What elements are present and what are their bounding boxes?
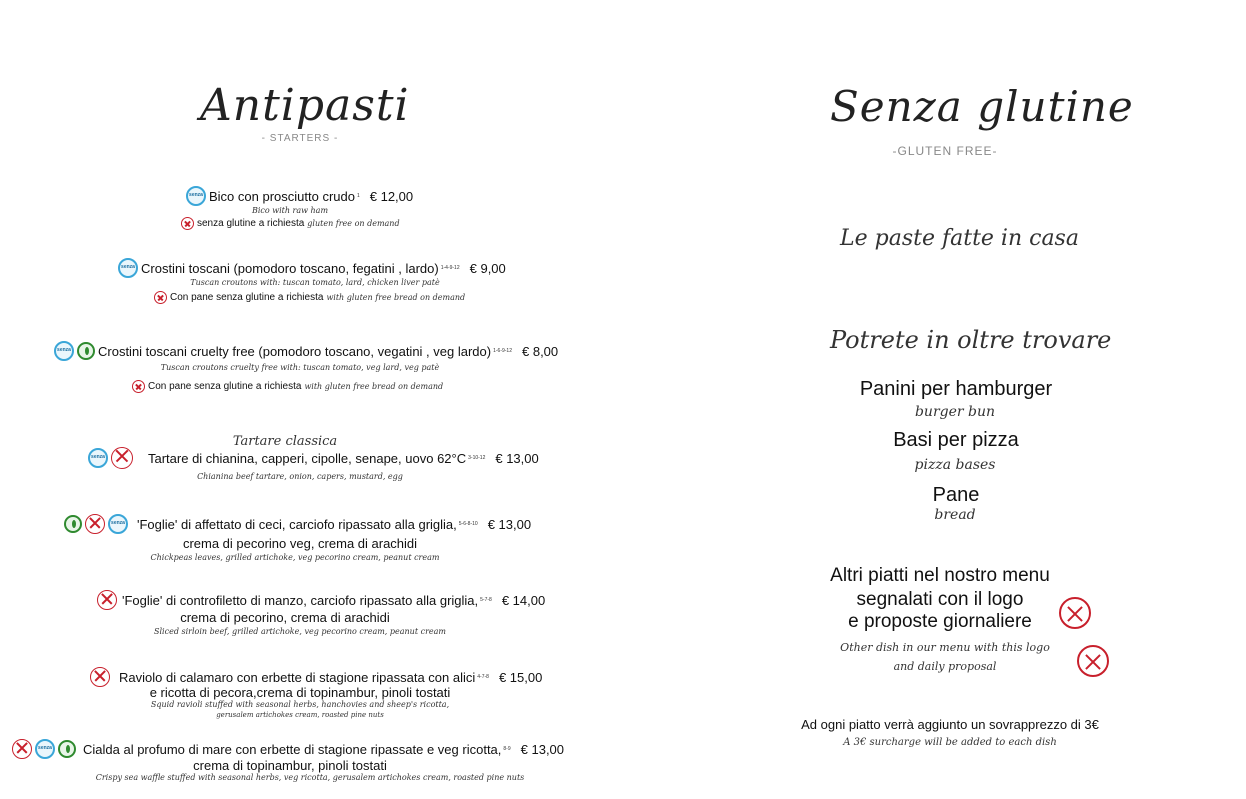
dish-english: Crispy sea waffle stuffed with seasonal herbs, veg ricotta, gerusalem artichokes cream, roasted pine nuts: [95, 773, 525, 782]
menu-item-raviolo: [90, 667, 542, 687]
menu-item-tartare: [88, 447, 539, 469]
price: € 9,00: [469, 260, 506, 276]
senza-glutine-subtitle: -GLUTEN FREE-: [892, 144, 998, 158]
dish-name-line2: crema di pecorino, crema di arachidi: [180, 610, 390, 625]
gluten-free-note: senza glutine a richiesta gluten free on demand: [181, 217, 400, 230]
senza-glutine-title: Senza glutine: [830, 82, 1134, 131]
crossed-wheat-icon: [132, 380, 145, 393]
crossed-wheat-icon: [111, 447, 133, 469]
product-burger-bun: Panini per hamburger: [859, 378, 1053, 400]
dish-english: Bico with raw ham: [251, 206, 329, 215]
price: € 14,00: [501, 592, 546, 608]
other-dishes-en-line1: Other dish in our menu with this logo: [840, 641, 1050, 654]
senza-glutine-icon: [88, 448, 108, 468]
dish-english: Chickpeas leaves, grilled artichoke, veg pecorino cream, peanut cream: [150, 553, 440, 562]
dish-name: Crostini toscani (pomodoro toscano, fegatini , lardo): [141, 260, 439, 276]
dish-english: Squid ravioli stuffed with seasonal herbs, hanchovies and sheep's ricotta,: [150, 700, 450, 709]
senza-glutine-icon: [54, 341, 74, 361]
dish-name-line2: crema di topinambur, pinoli tostati: [193, 758, 387, 773]
menu-item-cialda: [12, 739, 564, 759]
dish-english-line2: gerusalem artichokes cream, roasted pine nuts: [216, 711, 384, 719]
surcharge-note: Ad ogni piatto verrà aggiunto un sovrapprezzo di 3€: [801, 717, 1099, 732]
antipasti-title: Antipasti: [200, 80, 410, 131]
dish-english: Tuscan croutons with: tuscan tomato, lard, chicken liver patè: [190, 278, 440, 287]
crossed-wheat-icon: [1077, 645, 1109, 677]
crossed-wheat-icon: [97, 590, 117, 610]
allergens: 1-4-9-12: [440, 265, 460, 271]
crossed-wheat-icon: [90, 667, 110, 687]
vegan-leaf-icon: [64, 515, 82, 533]
product-bread-en: bread: [934, 507, 976, 523]
allergens: 5-7-8: [480, 597, 492, 603]
gluten-free-note: Con pane senza glutine a richiesta with gluten free bread on demand: [132, 380, 443, 393]
product-bread: Pane: [932, 484, 980, 506]
price: € 13,00: [495, 450, 539, 466]
price: € 12,00: [369, 188, 414, 204]
other-dishes-line3: e proposte giornaliere: [848, 611, 1032, 632]
also-heading: Potrete in oltre trovare: [830, 326, 1112, 354]
dish-name: 'Foglie' di controfiletto di manzo, carciofo ripassato alla griglia,: [122, 592, 479, 608]
dish-name: Cialda al profumo di mare con erbette di stagione ripassate e veg ricotta,: [83, 741, 502, 757]
product-pizza-bases: Basi per pizza: [893, 429, 1019, 451]
dish-name-line2: crema di pecorino veg, crema di arachidi: [182, 536, 418, 551]
allergens: 1-6-9-12: [493, 348, 512, 354]
surcharge-note-en: A 3€ surcharge will be added to each dish: [843, 737, 1057, 748]
other-dishes-en-line2: and daily proposal: [893, 660, 997, 673]
allergens: 1: [356, 193, 360, 199]
allergens: 5-6-8-10: [458, 521, 478, 527]
senza-glutine-icon: [186, 186, 206, 206]
allergens: 3-10-12: [468, 455, 486, 461]
other-dishes-line2: segnalati con il logo: [856, 589, 1024, 610]
allergens: 4-7-8: [477, 674, 489, 680]
crossed-wheat-icon: [1059, 597, 1091, 629]
vegan-leaf-icon: [77, 342, 95, 360]
product-burger-bun-en: burger bun: [914, 404, 996, 420]
menu-item-foglie-manzo: [97, 590, 545, 610]
crossed-wheat-icon: [85, 514, 105, 534]
dish-english: Chianina beef tartare, onion, capers, mustard, egg: [197, 472, 403, 481]
dish-name-line2: e ricotta di pecora,crema di topinambur, pinoli tostati: [149, 685, 451, 700]
crossed-wheat-icon: [12, 739, 32, 759]
price: € 8,00: [522, 343, 559, 359]
menu-item-crostini-toscani: [118, 258, 506, 278]
paste-heading: Le paste fatte in casa: [840, 226, 1079, 251]
senza-glutine-icon: [118, 258, 138, 278]
dish-english: Sliced sirloin beef, grilled artichoke, veg pecorino cream, peanut cream: [154, 627, 446, 636]
gluten-free-note: Con pane senza glutine a richiesta with gluten free bread on demand: [154, 291, 465, 304]
menu-item-crostini-cruelty-free: [54, 341, 558, 361]
dish-english: Tuscan croutons cruelty free with: tuscan tomato, veg lard, veg patè: [160, 363, 440, 372]
senza-glutine-icon: [35, 739, 55, 759]
dish-name: Crostini toscani cruelty free (pomodoro toscano, vegatini , veg lardo): [98, 343, 492, 359]
senza-glutine-icon: [108, 514, 128, 534]
dish-name: 'Foglie' di affettato di ceci, carciofo ripassato alla griglia,: [137, 516, 457, 532]
tartare-heading: Tartare classica: [232, 434, 338, 449]
allergens: 8-9: [503, 746, 511, 752]
dish-name: Tartare di chianina, capperi, cipolle, senape, uovo 62°C: [148, 450, 467, 466]
vegan-leaf-icon: [58, 740, 76, 758]
dish-name: Bico con prosciutto crudo: [209, 188, 355, 204]
menu-item-foglie-ceci: [64, 514, 531, 534]
price: € 15,00: [498, 669, 543, 685]
crossed-wheat-icon: [181, 217, 194, 230]
product-pizza-bases-en: pizza bases: [914, 457, 996, 473]
antipasti-subtitle: - STARTERS -: [261, 133, 339, 144]
price: € 13,00: [520, 741, 565, 757]
other-dishes-line1: Altri piatti nel nostro menu: [830, 565, 1050, 586]
price: € 13,00: [487, 516, 532, 532]
menu-item-bico: [186, 186, 413, 206]
dish-name: Raviolo di calamaro con erbette di stagione ripassata con alici: [119, 669, 476, 685]
crossed-wheat-icon: [154, 291, 167, 304]
